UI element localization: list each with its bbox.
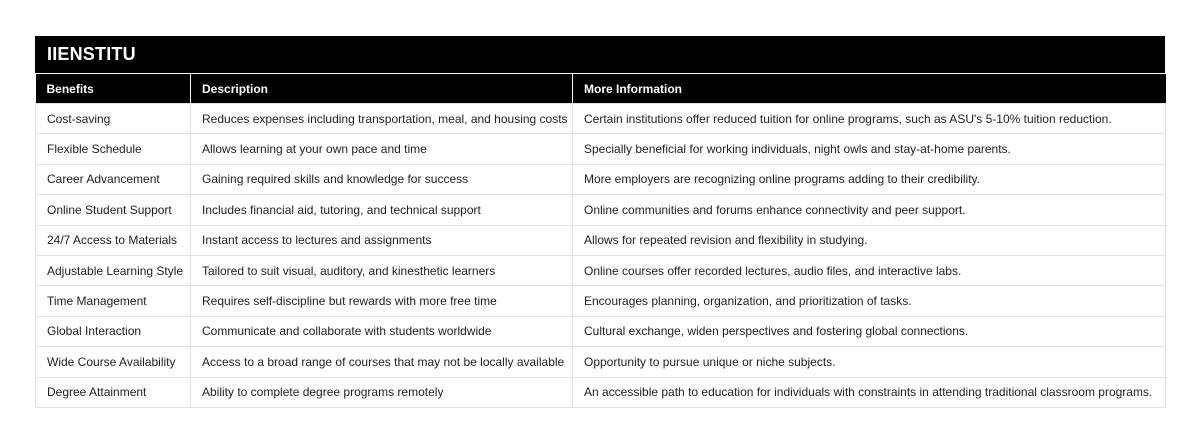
cell-description: Requires self-discipline but rewards with more free time <box>191 286 573 316</box>
table-row <box>36 104 1166 134</box>
cell-description: Access to a broad range of courses that may not be locally available <box>191 347 573 377</box>
cell-benefit: 24/7 Access to Materials <box>36 225 191 255</box>
header-row <box>36 74 1166 104</box>
benefits-table <box>35 73 1166 408</box>
cell-more-information: Online communities and forums enhance connectivity and peer support. <box>573 195 1166 225</box>
header-description: Description <box>191 74 573 104</box>
cell-more-information: An accessible path to education for individuals with constraints in attending traditional classroom programs. <box>573 377 1166 407</box>
cell-benefit: Global Interaction <box>36 316 191 346</box>
table-title: IIENSTITU <box>35 36 1165 73</box>
table-row <box>36 286 1166 316</box>
header-benefits: Benefits <box>36 74 191 104</box>
cell-more-information: Cultural exchange, widen perspectives and fostering global connections. <box>573 316 1166 346</box>
cell-more-information: More employers are recognizing online programs adding to their credibility. <box>573 164 1166 194</box>
cell-benefit: Wide Course Availability <box>36 347 191 377</box>
cell-more-information: Encourages planning, organization, and prioritization of tasks. <box>573 286 1166 316</box>
cell-benefit: Career Advancement <box>36 164 191 194</box>
table-row <box>36 164 1166 194</box>
table-row <box>36 377 1166 407</box>
cell-benefit: Time Management <box>36 286 191 316</box>
cell-description: Reduces expenses including transportation, meal, and housing costs <box>191 104 573 134</box>
cell-more-information: Opportunity to pursue unique or niche subjects. <box>573 347 1166 377</box>
table-row <box>36 134 1166 164</box>
cell-description: Ability to complete degree programs remotely <box>191 377 573 407</box>
cell-benefit: Cost-saving <box>36 104 191 134</box>
table-row <box>36 195 1166 225</box>
cell-description: Instant access to lectures and assignments <box>191 225 573 255</box>
cell-description: Allows learning at your own pace and time <box>191 134 573 164</box>
table-row <box>36 255 1166 285</box>
cell-description: Gaining required skills and knowledge for success <box>191 164 573 194</box>
cell-more-information: Allows for repeated revision and flexibility in studying. <box>573 225 1166 255</box>
table-row <box>36 316 1166 346</box>
cell-benefit: Degree Attainment <box>36 377 191 407</box>
header-more-information: More Information <box>573 74 1166 104</box>
cell-benefit: Flexible Schedule <box>36 134 191 164</box>
benefits-table-container <box>35 36 1165 408</box>
cell-description: Communicate and collaborate with students worldwide <box>191 316 573 346</box>
cell-more-information: Online courses offer recorded lectures, audio files, and interactive labs. <box>573 255 1166 285</box>
cell-description: Includes financial aid, tutoring, and technical support <box>191 195 573 225</box>
table-row <box>36 347 1166 377</box>
cell-benefit: Adjustable Learning Style <box>36 255 191 285</box>
table-row <box>36 225 1166 255</box>
cell-description: Tailored to suit visual, auditory, and kinesthetic learners <box>191 255 573 285</box>
cell-more-information: Certain institutions offer reduced tuition for online programs, such as ASU's 5-10% tuition reduction. <box>573 104 1166 134</box>
cell-benefit: Online Student Support <box>36 195 191 225</box>
cell-more-information: Specially beneficial for working individuals, night owls and stay-at-home parents. <box>573 134 1166 164</box>
